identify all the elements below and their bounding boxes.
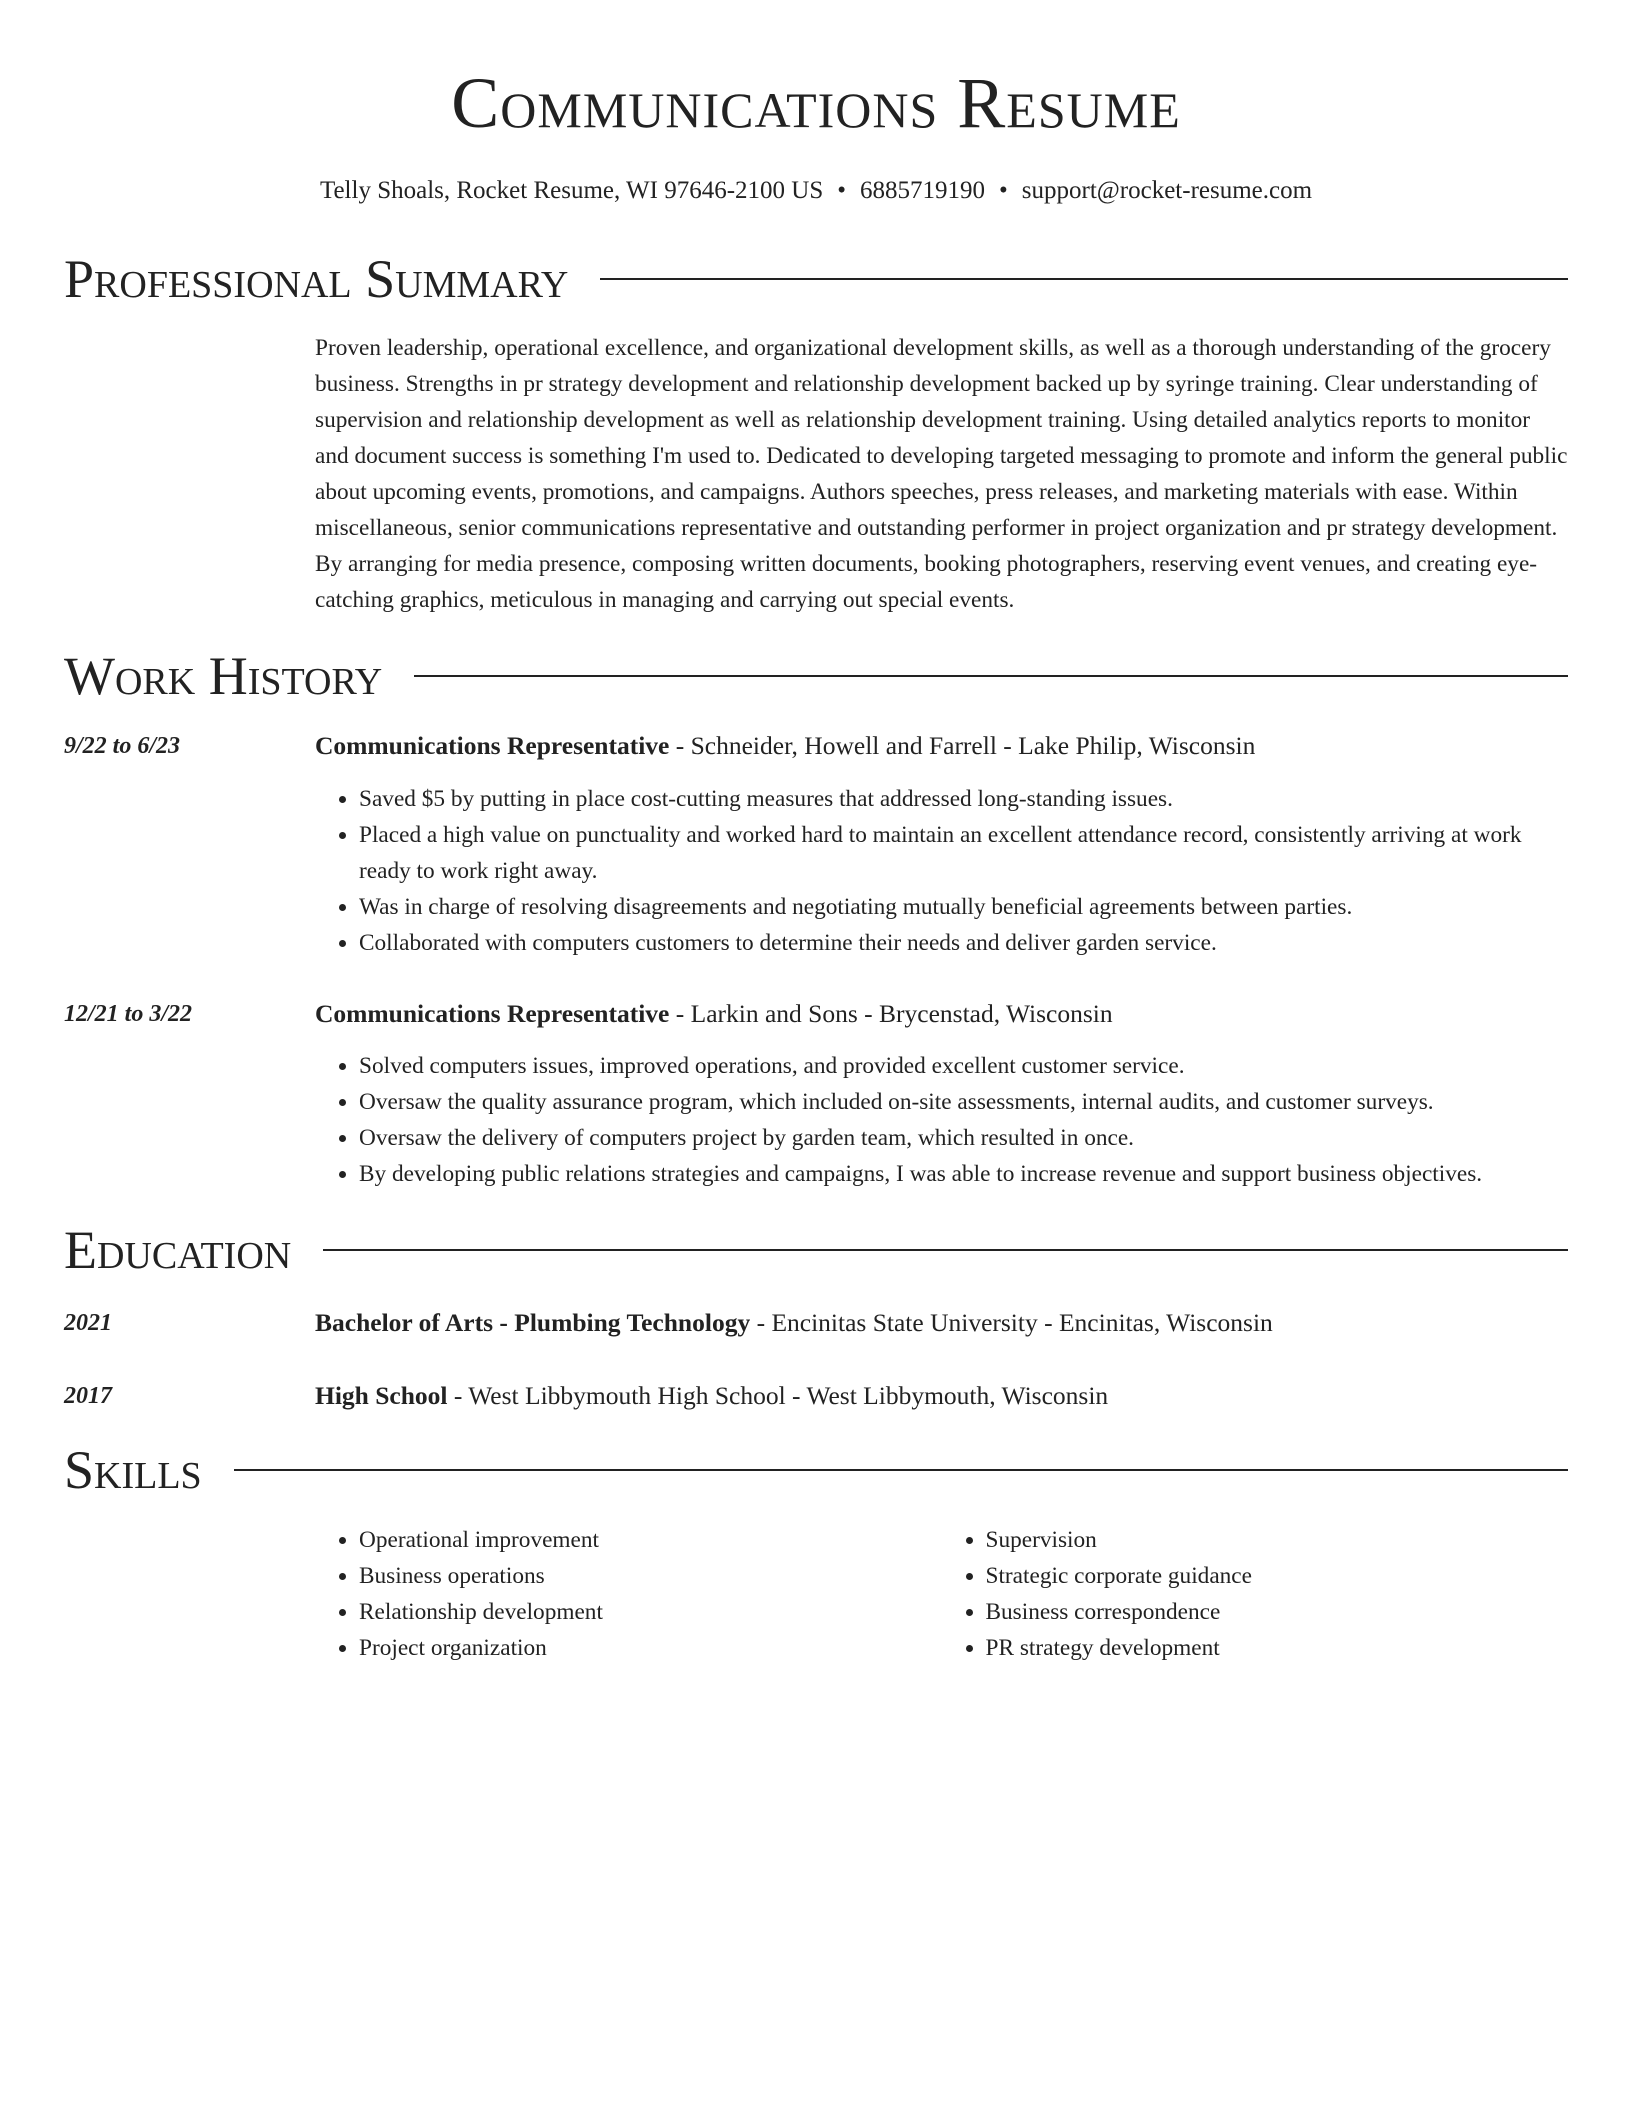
summary-section-header <box>64 247 1568 311</box>
skill-item: • Business correspondence <box>986 1594 1569 1630</box>
education-heading: Education <box>64 1220 292 1280</box>
skill-item: • Operational improvement <box>359 1522 942 1558</box>
job-bullets <box>315 1048 1568 1192</box>
job-title: Communications Representative <box>315 731 670 760</box>
contact-line <box>64 174 1568 208</box>
work-heading: Work History <box>64 646 383 706</box>
job-bullet: • Solved computers issues, improved operations, and provided excellent customer service. <box>359 1048 1568 1084</box>
education-details: - Encinitas State University - Encinitas, Wisconsin <box>750 1308 1273 1337</box>
education-body <box>315 1305 1568 1341</box>
contact-phone: 6885719190 <box>860 177 985 204</box>
skills-list <box>315 1522 1568 1666</box>
job-bullet: • Placed a high value on punctuality and worked hard to maintain an excellent attendance record, consistently arriving at work ready to work right away. <box>359 817 1568 889</box>
contact-address: Telly Shoals, Rocket Resume, WI 97646-2100 US <box>319 177 824 204</box>
job-bullets <box>315 781 1568 961</box>
contact-separator: • <box>999 177 1008 204</box>
resume-page <box>64 0 1568 1666</box>
education-year: 2017 <box>64 1383 112 1409</box>
job-bullet: • Was in charge of resolving disagreements and negotiating mutually beneficial agreements between parties. <box>359 889 1568 925</box>
job-bullet: • By developing public relations strategies and campaigns, I was able to increase revenue and support business objectives. <box>359 1156 1568 1192</box>
skill-item: • Business operations <box>359 1558 942 1594</box>
summary-heading: Professional Summary <box>64 249 569 309</box>
job-dates: 9/22 to 6/23 <box>64 733 181 759</box>
skills-section-header <box>64 1438 1568 1502</box>
job-bullet: • Oversaw the delivery of computers project by garden team, which resulted in once. <box>359 1120 1568 1156</box>
skill-item: • Supervision <box>986 1522 1569 1558</box>
job-bullet: • Collaborated with computers customers to determine their needs and deliver garden service. <box>359 925 1568 961</box>
education-entry <box>64 1305 1568 1341</box>
skills-column-right <box>942 1522 1569 1666</box>
skills-column-left <box>315 1522 942 1666</box>
job-heading <box>315 996 1568 1032</box>
job-heading <box>315 728 1568 764</box>
education-heading-line <box>315 1305 1568 1341</box>
job-entry <box>64 728 1568 961</box>
skill-item: • Strategic corporate guidance <box>986 1558 1569 1594</box>
contact-separator: • <box>837 177 846 204</box>
skill-item: • Project organization <box>359 1630 942 1666</box>
education-degree: High School <box>315 1381 448 1410</box>
skill-item: • Relationship development <box>359 1594 942 1630</box>
job-bullet: • Oversaw the quality assurance program, which included on-site assessments, internal audits, and customer surveys. <box>359 1084 1568 1120</box>
contact-email: support@rocket-resume.com <box>1021 177 1313 204</box>
education-details: - West Libbymouth High School - West Libbymouth, Wisconsin <box>447 1381 1109 1410</box>
job-body <box>315 728 1568 961</box>
job-details: - Schneider, Howell and Farrell - Lake Philip, Wisconsin <box>669 731 1256 760</box>
section-divider <box>323 1249 1568 1251</box>
section-divider <box>414 675 1568 677</box>
education-entry <box>64 1378 1568 1414</box>
section-divider <box>600 278 1568 280</box>
work-section-header <box>64 644 1568 708</box>
skill-item: • PR strategy development <box>986 1630 1569 1666</box>
section-divider <box>234 1469 1568 1471</box>
job-entry <box>64 996 1568 1192</box>
education-year: 2021 <box>64 1310 112 1336</box>
job-details: - Larkin and Sons - Brycenstad, Wisconsin <box>669 999 1113 1028</box>
education-degree: Bachelor of Arts - Plumbing Technology <box>315 1308 751 1337</box>
job-body <box>315 996 1568 1192</box>
education-heading-line <box>315 1378 1568 1414</box>
resume-title: Communications Resume <box>451 63 1181 143</box>
education-body <box>315 1378 1568 1414</box>
summary-text: Proven leadership, operational excellence, and organizational development skills, as well as a thorough understanding of the grocery business. Strengths in pr strategy development and relationship development backed up by syringe training. Clear understanding of supervision and relationship development as well as relationship development training. Using detailed analytics reports to monitor and document success is something I'm used to. Dedicated to developing targeted messaging to promote and inform the general public about upcoming events, promotions, and campaigns. Authors speeches, press releases, and marketing materials with ease. Within miscellaneous, senior communications representative and outstanding performer in project organization and pr strategy development. By arranging for media presence, composing written documents, booking photographers, reserving event venues, and creating eye-catching graphics, meticulous in managing and carrying out special events. <box>315 335 1568 613</box>
job-bullet: • Saved $5 by putting in place cost-cutting measures that addressed long-standing issues. <box>359 781 1568 817</box>
skills-heading: Skills <box>64 1440 202 1500</box>
job-title: Communications Representative <box>315 999 670 1028</box>
education-section-header <box>64 1218 1568 1282</box>
job-dates: 12/21 to 3/22 <box>64 1001 193 1027</box>
